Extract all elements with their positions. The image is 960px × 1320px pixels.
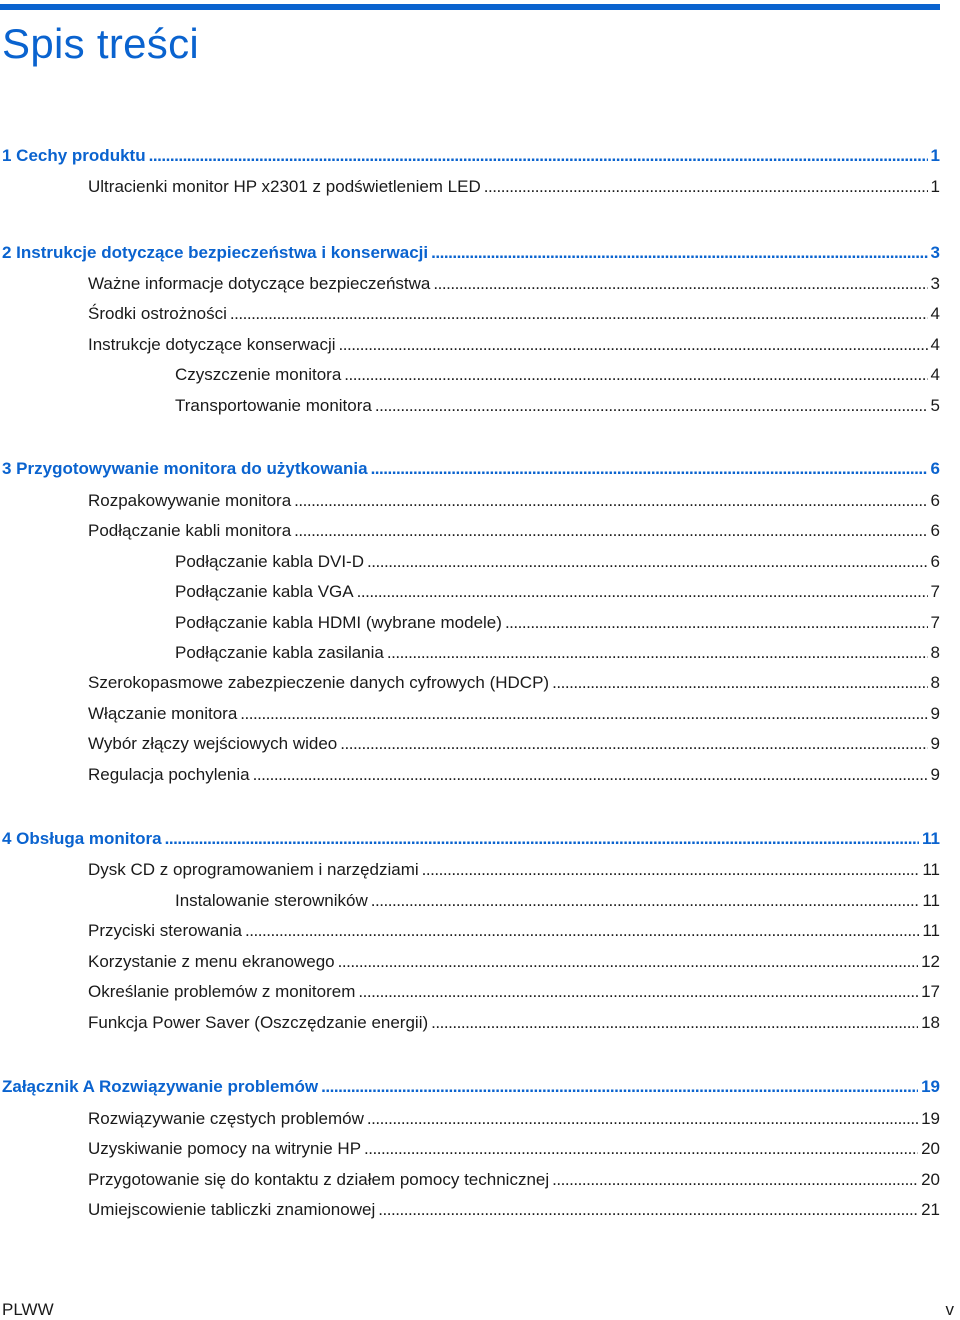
toc-entry-title: Instalowanie sterowników <box>175 891 368 910</box>
toc-entry-title: 4 Obsługa monitora <box>2 829 162 848</box>
toc-page-number: 6 <box>930 491 940 510</box>
toc-section-link[interactable] <box>88 176 940 198</box>
toc-section-link[interactable] <box>88 981 940 1003</box>
toc-section-link[interactable] <box>175 395 940 417</box>
toc-section-link[interactable] <box>88 951 940 973</box>
dot-leader <box>552 1169 918 1191</box>
dot-leader <box>253 764 928 786</box>
toc-page-number: 7 <box>930 613 940 632</box>
toc-page-number: 4 <box>930 365 940 384</box>
dot-leader <box>422 859 920 881</box>
toc-page-number: 17 <box>921 982 940 1001</box>
dot-leader <box>294 520 927 542</box>
toc-page-number: 9 <box>930 734 940 753</box>
dot-leader <box>505 612 928 634</box>
dot-leader <box>339 334 928 356</box>
dot-leader <box>378 1199 918 1221</box>
toc-entry-title: 3 Przygotowywanie monitora do użytkowania <box>2 459 368 478</box>
dot-leader <box>387 642 928 664</box>
dot-leader <box>230 303 928 325</box>
toc-page-number: 11 <box>922 891 940 910</box>
toc-section-link[interactable] <box>88 733 940 755</box>
toc-entry-title: Rozwiązywanie częstych problemów <box>88 1109 364 1128</box>
toc-entry-title: Instrukcje dotyczące konserwacji <box>88 335 336 354</box>
toc-page-number: 9 <box>930 765 940 784</box>
toc-section-link[interactable] <box>88 920 940 942</box>
dot-leader <box>344 364 927 386</box>
toc-page-number: 18 <box>921 1013 940 1032</box>
toc-entry-title: Szerokopasmowe zabezpieczenie danych cyfrowych (HDCP) <box>88 673 550 692</box>
dot-leader <box>340 733 927 755</box>
dot-leader <box>371 890 920 912</box>
toc-section-link[interactable] <box>175 890 940 912</box>
dot-leader <box>338 951 918 973</box>
toc-entry-title: 2 Instrukcje dotyczące bezpieczeństwa i konserwacji <box>2 243 429 262</box>
toc-entry-title: Rozpakowywanie monitora <box>88 491 292 510</box>
dot-leader <box>357 581 928 603</box>
toc-page-number: 4 <box>930 304 940 323</box>
toc-section-link[interactable] <box>88 303 940 325</box>
dot-leader <box>294 490 927 512</box>
toc-entry-title: Załącznik A Rozwiązywanie problemów <box>2 1077 319 1096</box>
toc-page-number: 19 <box>921 1109 940 1128</box>
toc-page-number: 21 <box>921 1200 940 1219</box>
toc-page-number: 4 <box>930 335 940 354</box>
toc-entry-title: Uzyskiwanie pomocy na witrynie HP <box>88 1139 362 1158</box>
dot-leader <box>149 145 928 167</box>
toc-entry-title: Środki ostrożności <box>88 304 227 323</box>
toc-entry-title: 1 Cechy produktu <box>2 146 146 165</box>
toc-page-number: 7 <box>930 582 940 601</box>
toc-entry-title: Podłączanie kabli monitora <box>88 521 292 540</box>
dot-leader <box>245 920 919 942</box>
toc-page-number: 9 <box>930 704 940 723</box>
toc-section-link[interactable] <box>88 764 940 786</box>
dot-leader <box>364 1138 918 1160</box>
toc-section-link[interactable] <box>175 612 940 634</box>
toc-entry-title: Określanie problemów z monitorem <box>88 982 356 1001</box>
toc-page-number: 8 <box>930 673 940 692</box>
dot-leader <box>375 395 928 417</box>
toc-section-link[interactable] <box>175 551 940 573</box>
toc-entry-title: Wybór złączy wejściowych wideo <box>88 734 338 753</box>
toc-section-link[interactable] <box>88 1012 940 1034</box>
toc-section-link[interactable] <box>88 520 940 542</box>
toc-page-number: 6 <box>930 552 940 571</box>
toc-section-link[interactable] <box>88 1108 940 1130</box>
toc-chapter-link[interactable] <box>2 1076 940 1098</box>
toc-entry-title: Podłączanie kabla DVI-D <box>175 552 364 571</box>
toc-page-number: 3 <box>930 243 940 262</box>
toc-entry-title: Korzystanie z menu ekranowego <box>88 952 335 971</box>
toc-page-number: 11 <box>922 829 940 848</box>
toc-entry-title: Przyciski sterowania <box>88 921 242 940</box>
toc-entry-title: Podłączanie kabla VGA <box>175 582 354 601</box>
toc-page-number: 1 <box>930 177 940 196</box>
toc-entry-title: Ważne informacje dotyczące bezpieczeństwa <box>88 274 431 293</box>
toc-page-number: 19 <box>921 1077 940 1096</box>
toc-section-link[interactable] <box>88 672 940 694</box>
toc-page-number: 20 <box>921 1139 940 1158</box>
dot-leader <box>371 458 928 480</box>
dot-leader <box>358 981 918 1003</box>
toc-page-number: 6 <box>930 459 940 478</box>
footer-doc-code: PLWW <box>2 1300 54 1319</box>
toc-entry-title: Dysk CD z oprogramowaniem i narzędziami <box>88 860 419 879</box>
toc-entry-title: Podłączanie kabla HDMI (wybrane modele) <box>175 613 502 632</box>
toc-section-link[interactable] <box>175 642 940 664</box>
toc-page-number: 12 <box>921 952 940 971</box>
dot-leader <box>367 1108 918 1130</box>
toc-section-link[interactable] <box>175 581 940 603</box>
toc-entry-title: Transportowanie monitora <box>175 396 372 415</box>
dot-leader <box>431 1012 918 1034</box>
toc-entry-title: Włączanie monitora <box>88 704 238 723</box>
toc-section-link[interactable] <box>88 1199 940 1221</box>
toc-page-number: 5 <box>930 396 940 415</box>
toc-chapter-link[interactable] <box>2 145 940 167</box>
dot-leader <box>431 242 927 264</box>
dot-leader <box>552 672 927 694</box>
footer-page-number: v <box>945 1300 954 1319</box>
toc-section-link[interactable] <box>88 1169 940 1191</box>
dot-leader <box>240 703 927 725</box>
toc-section-link[interactable] <box>88 490 940 512</box>
toc-page-number: 11 <box>922 860 940 879</box>
toc-page-number: 1 <box>930 146 940 165</box>
toc-section-link[interactable] <box>88 1138 940 1160</box>
toc-section-link[interactable] <box>175 364 940 386</box>
dot-leader <box>367 551 928 573</box>
toc-entry-title: Funkcja Power Saver (Oszczędzanie energii) <box>88 1013 429 1032</box>
toc-section-link[interactable] <box>88 859 940 881</box>
toc-page-number: 20 <box>921 1170 940 1189</box>
toc-page-number: 3 <box>930 274 940 293</box>
dot-leader <box>433 273 927 295</box>
toc-page-number: 11 <box>922 921 940 940</box>
dot-leader <box>484 176 928 198</box>
toc-entry-title: Umiejscowienie tabliczki znamionowej <box>88 1200 376 1219</box>
toc-entry-title: Regulacja pochylenia <box>88 765 250 784</box>
toc-entry-title: Podłączanie kabla zasilania <box>175 643 384 662</box>
toc-chapter-link[interactable] <box>2 242 940 264</box>
toc-page-number: 8 <box>930 643 940 662</box>
toc-page-number: 6 <box>930 521 940 540</box>
toc-entry-title: Przygotowanie się do kontaktu z działem pomocy technicznej <box>88 1170 550 1189</box>
toc-section-link[interactable] <box>88 334 940 356</box>
toc-section-link[interactable] <box>88 703 940 725</box>
dot-leader <box>165 828 919 850</box>
dot-leader <box>321 1076 918 1098</box>
toc-section-link[interactable] <box>88 273 940 295</box>
page-title: Spis treści <box>2 20 200 67</box>
toc-entry-title: Czyszczenie monitora <box>175 365 342 384</box>
toc-entry-title: Ultracienki monitor HP x2301 z podświetleniem LED <box>88 177 481 196</box>
toc-chapter-link[interactable] <box>2 458 940 480</box>
toc-chapter-link[interactable] <box>2 828 940 850</box>
